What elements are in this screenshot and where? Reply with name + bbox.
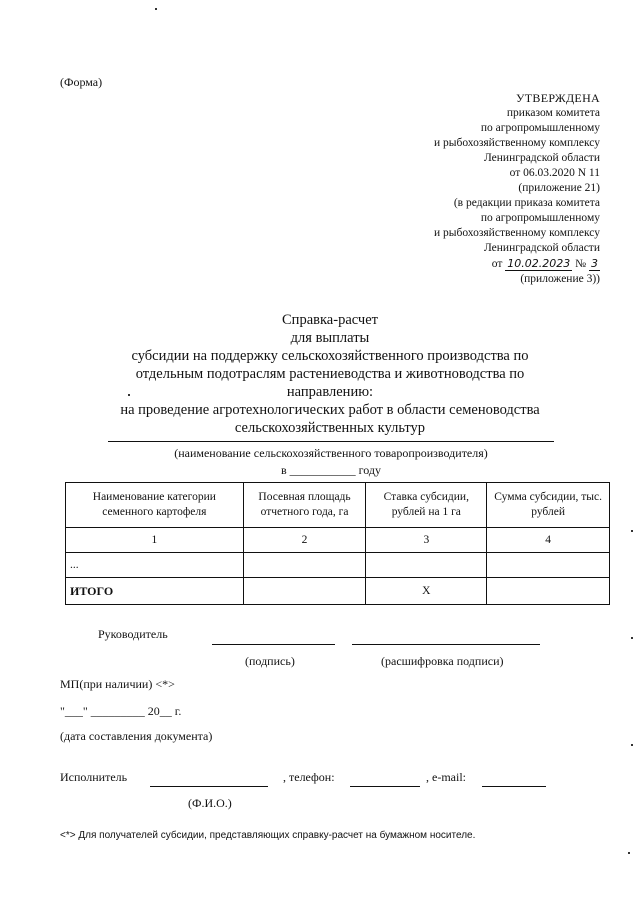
- producer-name-line[interactable]: [108, 441, 554, 442]
- approval-line: и рыбохозяйственному комплексу: [433, 227, 600, 239]
- approval-line: и рыбохозяйственному комплексу: [433, 137, 600, 149]
- scan-speck: [631, 744, 633, 746]
- executor-fio-line[interactable]: [150, 786, 268, 787]
- column-number: 3: [366, 528, 487, 553]
- document-title: [80, 311, 580, 437]
- scan-speck: [628, 852, 630, 854]
- signature-caption: (подпись): [245, 654, 295, 668]
- header-sum: Сумма субсидии, тыс. рублей: [487, 483, 610, 528]
- header-area: Посевная площадь отчетного года, га: [243, 483, 366, 528]
- scan-speck: [631, 637, 633, 639]
- approval-line: (приложение 21): [518, 182, 600, 194]
- table-cell[interactable]: [487, 578, 610, 605]
- producer-caption: (наименование сельскохозяйственного товаропроизводителя): [174, 446, 488, 460]
- phone-line[interactable]: [350, 786, 420, 787]
- table-cell[interactable]: [243, 578, 366, 605]
- title-line: для выплаты: [290, 330, 370, 346]
- calculation-table: [65, 482, 610, 605]
- approval-line: Ленинградской области: [483, 152, 600, 164]
- year-line: в ___________ году: [280, 463, 382, 477]
- header-rate: Ставка субсидии, рублей на 1 га: [366, 483, 487, 528]
- title-line: на проведение агротехнологических работ в области семеноводства: [120, 402, 540, 418]
- approval-block: [434, 91, 600, 287]
- total-label: ИТОГО: [66, 578, 244, 605]
- column-number: 4: [487, 528, 610, 553]
- table-cell-ellipsis[interactable]: ...: [66, 553, 244, 578]
- column-number: 2: [243, 528, 366, 553]
- edition-no-label: №: [575, 258, 587, 270]
- table-cell[interactable]: [243, 553, 366, 578]
- date-line: "___" _________ 20__ г.: [60, 704, 182, 718]
- table-row: [66, 553, 610, 578]
- approval-appendix: (приложение 3)): [520, 273, 600, 285]
- edition-number: 3: [591, 257, 598, 270]
- edition-line: [434, 256, 600, 272]
- table-row: [66, 528, 610, 553]
- title-line: сельскохозяйственных культур: [234, 420, 426, 436]
- table-cell[interactable]: [366, 553, 487, 578]
- table-total-row: [66, 578, 610, 605]
- date-caption: (дата составления документа): [60, 729, 213, 743]
- scan-speck: [155, 8, 157, 10]
- header-category: Наименование категории семенного картофеля: [66, 483, 244, 528]
- decode-caption: (расшифровка подписи): [381, 654, 504, 668]
- approval-line: по агропромышленному: [480, 212, 600, 224]
- approval-line: (в редакции приказа комитета: [453, 197, 600, 209]
- column-number: 1: [66, 528, 244, 553]
- title-line: отдельным подотраслям растениеводства и животноводства по: [135, 366, 525, 382]
- table-header-row: [66, 483, 610, 528]
- title-line: субсидии на поддержку сельскохозяйственного производства по: [131, 348, 529, 364]
- total-rate-x: X: [366, 578, 487, 605]
- phone-label: , телефон:: [283, 770, 335, 784]
- footnote: <*> Для получателей субсидии, представляющих справку-расчет на бумажном носителе.: [60, 830, 476, 841]
- title-line: Справка-расчет: [282, 312, 378, 328]
- executor-label: Исполнитель: [60, 770, 128, 784]
- approval-line: Ленинградской области: [483, 242, 600, 254]
- title-line: направлению:: [286, 384, 374, 400]
- edition-from: от: [491, 258, 503, 270]
- fio-caption: (Ф.И.О.): [188, 796, 232, 810]
- stamp-label: МП(при наличии) <*>: [60, 677, 175, 691]
- table-cell[interactable]: [487, 553, 610, 578]
- approval-line: от 06.03.2020 N 11: [509, 167, 600, 179]
- signature-line[interactable]: [212, 644, 335, 645]
- approval-line: приказом комитета: [506, 107, 600, 119]
- edition-date: 10.02.2023: [507, 257, 571, 270]
- approval-heading: УТВЕРЖДЕНА: [515, 91, 600, 105]
- approval-line: по агропромышленному: [480, 122, 600, 134]
- email-line[interactable]: [482, 786, 546, 787]
- form-label: (Форма): [60, 75, 103, 89]
- email-label: , e-mail:: [426, 770, 466, 784]
- head-label: Руководитель: [98, 627, 168, 641]
- scan-speck: [128, 394, 130, 396]
- scan-speck: [631, 530, 633, 532]
- signature-decode-line[interactable]: [352, 644, 540, 645]
